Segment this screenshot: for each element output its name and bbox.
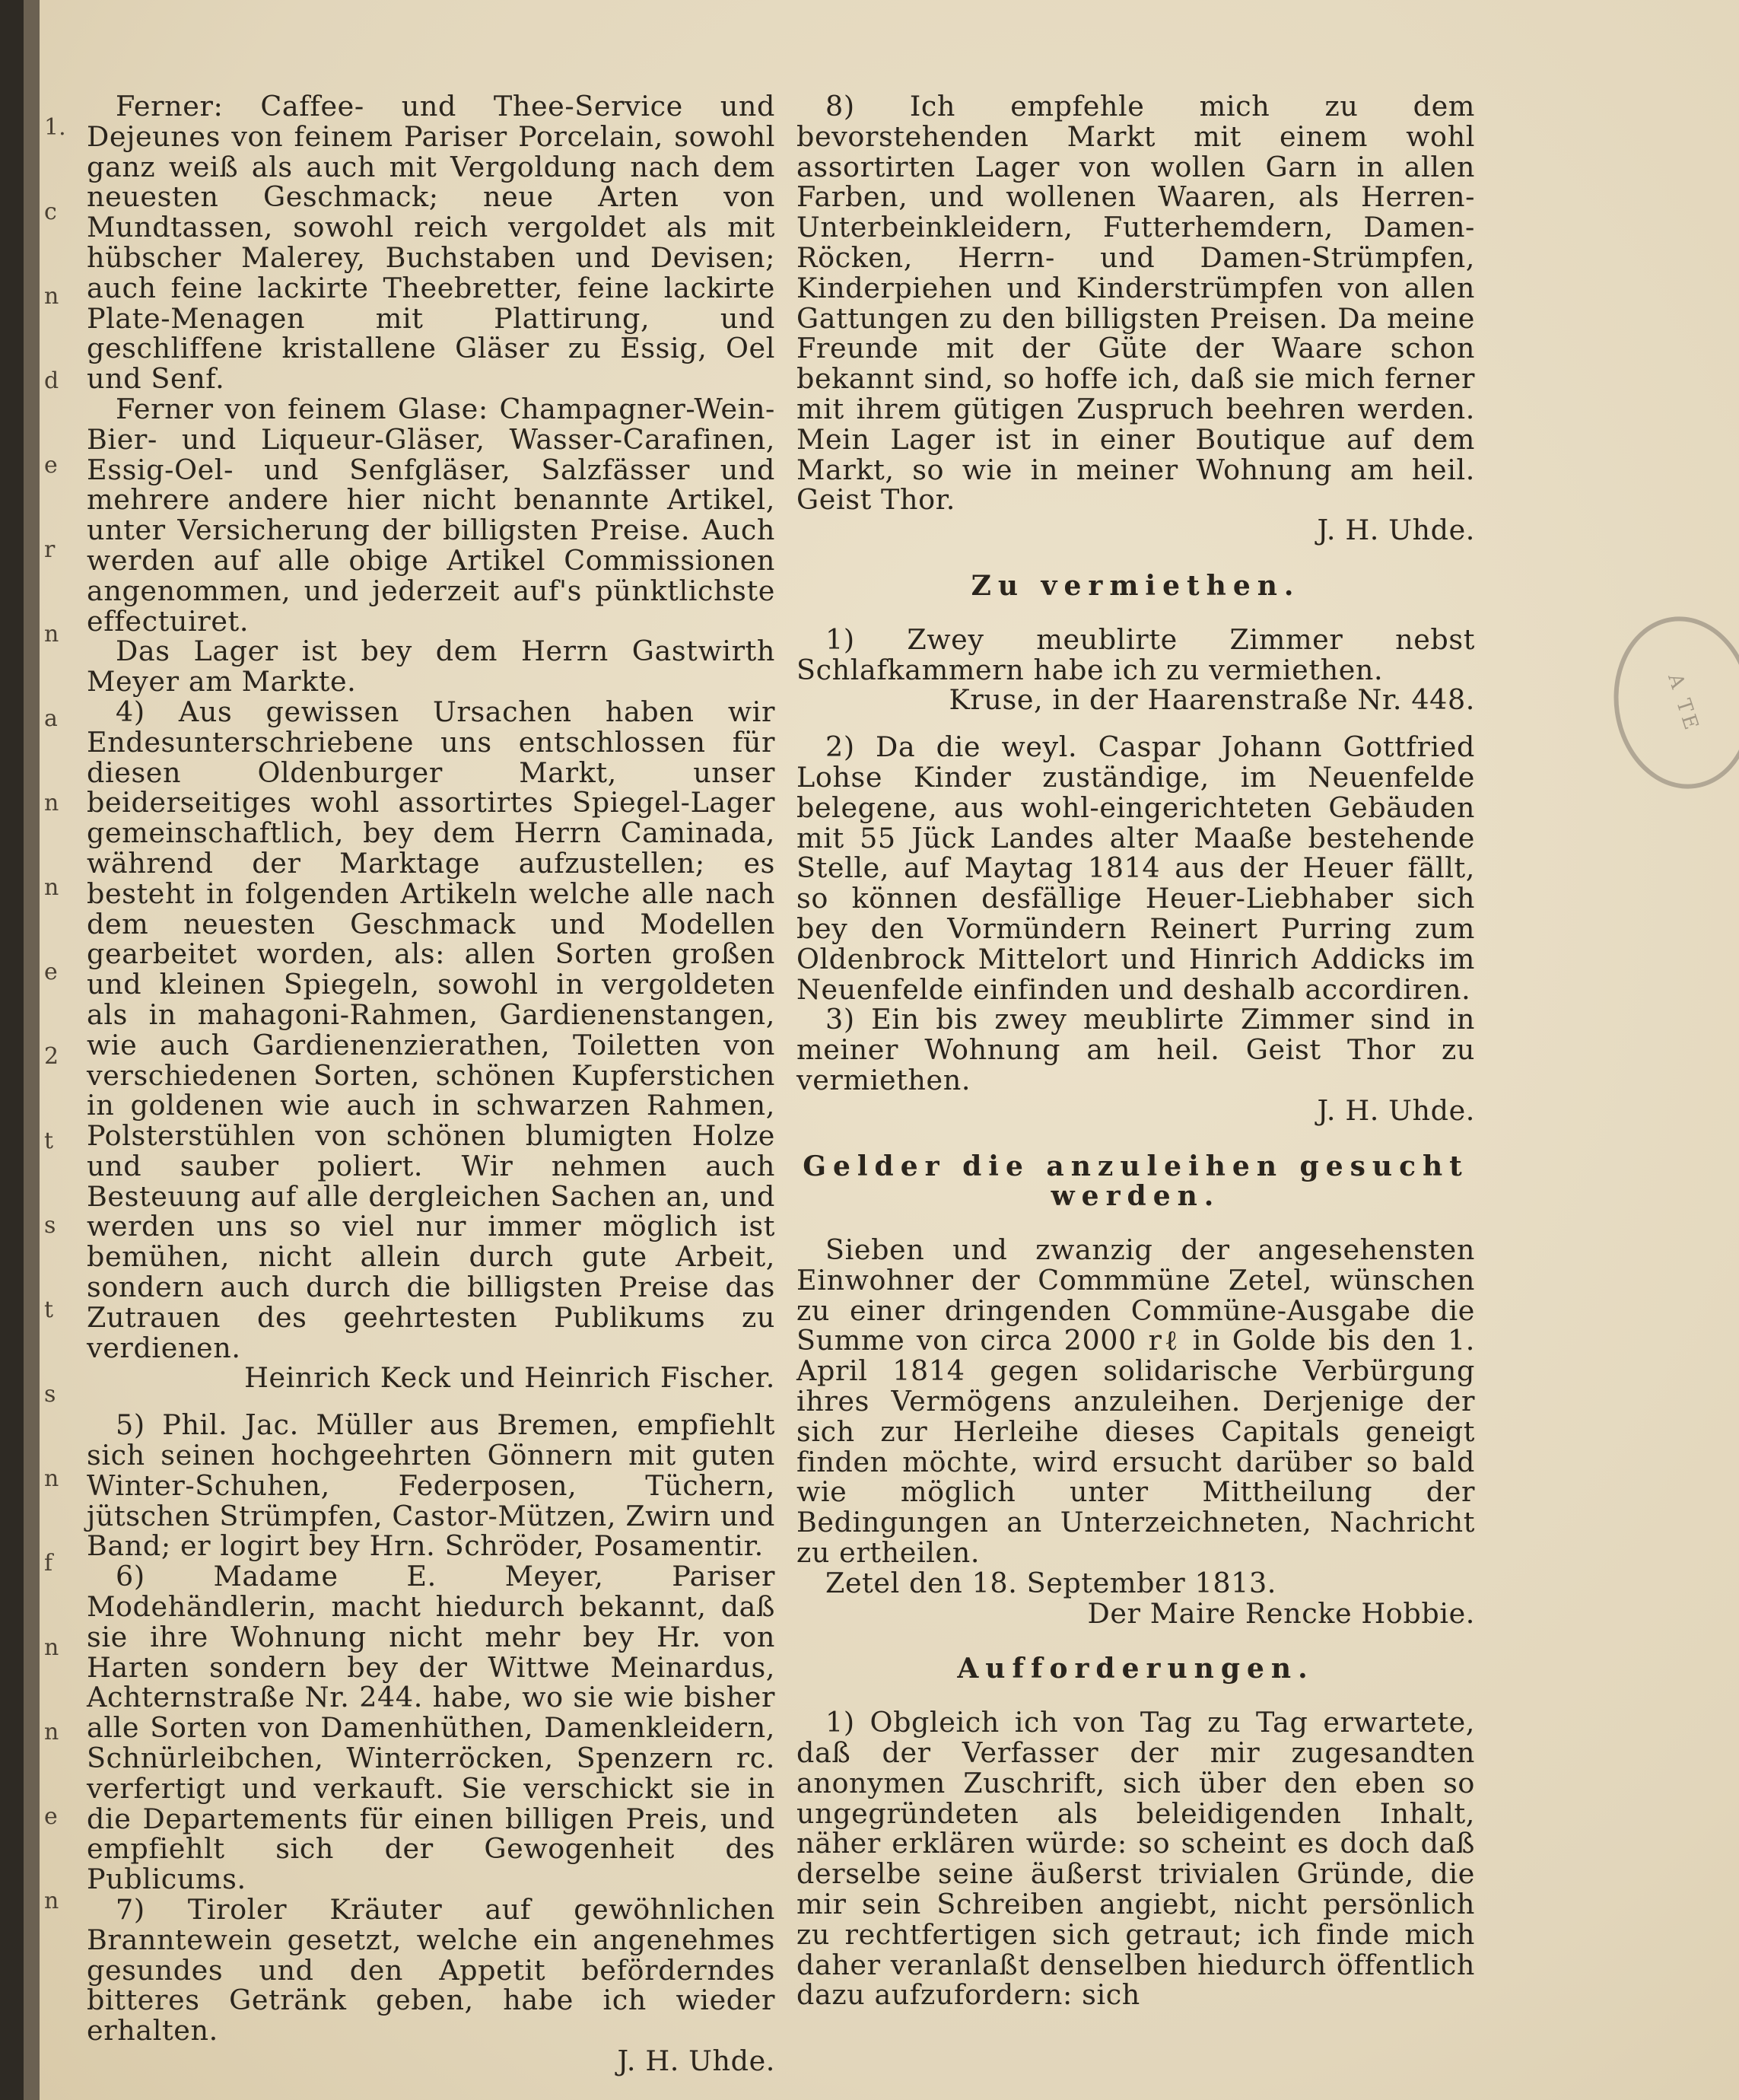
- margin-fragment: c: [44, 199, 57, 225]
- margin-fragment: f: [44, 1550, 53, 1577]
- notice-paragraph: 7) Tiroler Kräuter auf gewöhnlichen Branntewein gesetzt, welche ein angenehmes gesundes und den Appetit beförderndes bitteres Getränk geben, habe ich wieder erhalten.: [87, 1893, 775, 2048]
- margin-fragment: d: [44, 368, 59, 394]
- signature: J. H. Uhde.: [617, 2044, 775, 2077]
- left-column: [87, 91, 775, 2076]
- margin-fragment: n: [44, 1634, 59, 1661]
- notice-paragraph: 8) Ich empfehle mich zu dem bevorstehenden Markt mit einem wohl assortirten Lager von wollen Garn in allen Farben, und wollenen Waaren, als Herren-Unterbeinkleidern, Futterhemdern, Damen-Röcken, Herrn- und Damen-Strümpfen, Kinderpiehen und Kinderstrümpfen von allen Gattungen zu den billigsten Preisen. Da meine Freunde mit der Güte der Waare schon bekannt sind, so hoffe ich, daß sie mich ferner mit ihrem gütigen Zuspruch beehren werden. Mein Lager ist in einer Boutique auf dem Markt, so wie in meiner Wohnung am heil. Geist Thor.: [796, 90, 1475, 517]
- margin-fragment: n: [44, 1719, 59, 1745]
- library-stamp: [1603, 607, 1739, 797]
- margin-fragment: r: [44, 536, 56, 563]
- section-heading: Gelder die anzuleihen gesucht werden.: [803, 1150, 1469, 1213]
- signature: J. H. Uhde.: [1317, 1093, 1475, 1127]
- margin-fragment: t: [44, 1128, 54, 1154]
- spacer: [87, 1393, 775, 1410]
- section-heading: Aufforderungen.: [957, 1653, 1315, 1685]
- signature: Kruse, in der Haarenstraße Nr. 448.: [949, 683, 1475, 717]
- margin-fragment: e: [44, 959, 58, 985]
- notice-paragraph: Ferner von feinem Glase: Champagner-Wein-Bier- und Liqueur-Gläser, Wasser-Carafinen, Essig-Oel- und Senfgläser, Salzfässer und mehrere andere hier nicht benannte Artikel, unter Versicherung der billigsten Preise. Auch werden auf alle obige Artikel Commissionen angenommen, und jederzeit auf's pünktlichste effectuiret.: [87, 392, 775, 638]
- signature: Heinrich Keck und Heinrich Fischer.: [244, 1361, 775, 1395]
- spacer: [796, 715, 1475, 732]
- notice-paragraph: 1) Zwey meublirte Zimmer nebst Schlafkammern habe ich zu vermiethen.: [796, 622, 1475, 686]
- signature: Der Maire Rencke Hobbie.: [1087, 1596, 1475, 1630]
- margin-fragment: 1.: [44, 114, 66, 141]
- margin-fragment: e: [44, 452, 58, 479]
- margin-fragment: n: [44, 283, 59, 310]
- margin-fragment: n: [44, 1888, 59, 1914]
- notice-paragraph: Zetel den 18. September 1813.: [825, 1566, 1276, 1599]
- notice-paragraph: 4) Aus gewissen Ursachen haben wir Endesunterschriebene uns entschlossen für diesen Oldenburger Markt, unser beiderseitiges wohl assortirtes Spiegel-Lager gemeinschaftlich, bey dem Herrn Caminada, während der Marktage aufzustellen; es besteht in folgenden Artikeln welche alle nach dem neuesten Geschmack und Modellen gearbeitet worden, als: allen Sorten großen und kleinen Spiegeln, sowohl in vergoldeten als in mahagoni-Rahmen, Gardienenstangen, wie auch Gardienenzierathen, Toiletten von verschiedenen Sorten, schönen Kupferstichen in goldenen wie auch in schwarzen Rahmen, Polsterstühlen von schönen blumigten Holze und sauber poliert. Wir nehmen auch Besteuung auf alle dergleichen Sachen an, und werden uns so viel nur immer möglich ist bemühen, nicht allein durch gute Arbeit, sondern auch durch die billigsten Preise das Zutrauen des geehrtesten Publikums zu verdienen.: [87, 695, 775, 1364]
- margin-fragment: e: [44, 1803, 58, 1830]
- margin-fragment: 2: [44, 1043, 59, 1070]
- notice-paragraph: 1) Obgleich ich von Tag zu Tag erwartete, daß der Verfasser der mir zugesandten anonymen Zuschrift, sich über den eben so ungegründeten als beleidigenden Inhalt, näher erklären würde: so scheint es doch daß derselbe seine äußerst trivialen Gründe, die mir sein Schreiben angiebt, nicht persönlich zu rechtfertigen sich getraut; ich finde mich daher veranlaßt denselben hiedurch öffentlich dazu aufzufordern: sich: [796, 1706, 1475, 2012]
- notice-paragraph: 6) Madame E. Meyer, Pariser Modehändlerin, macht hiedurch bekannt, daß sie ihre Wohnung nicht mehr bey Hr. von Harten sondern bey der Wittwe Meinardus, Achternstraße Nr. 244. habe, wo sie wie bisher alle Sorten von Damenhüthen, Damenkleidern, Schnürleibchen, Winterröcken, Spenzern rc. verfertigt und verkauft. Sie verschickt sie in die Departements für einen billigen Preis, und empfiehlt sich der Gewogenheit des Publicums.: [87, 1560, 775, 1896]
- notice-paragraph: Das Lager ist bey dem Herrn Gastwirth Meyer am Markte.: [87, 635, 775, 698]
- stamp-text: A TE: [1663, 670, 1704, 735]
- margin-fragment: n: [44, 790, 59, 816]
- book-spine: [0, 0, 40, 2100]
- section-heading: Zu vermiethen.: [971, 569, 1301, 602]
- newspaper-page: [40, 0, 1739, 2100]
- margin-fragment: t: [44, 1297, 54, 1323]
- margin-fragment: n: [44, 621, 59, 648]
- margin-fragment: s: [44, 1212, 56, 1239]
- margin-fragment: n: [44, 874, 59, 901]
- notice-paragraph: Ferner: Caffee- und Thee-Service und Dejeunes von feinem Pariser Porcelain, sowohl ganz weiß als auch mit Vergoldung nach dem neuesten Geschmack; neue Arten von Mundtassen, sowohl reich vergoldet als mit hübscher Malerey, Buchstaben und Devisen; auch feine lackirte Theebretter, feine lackirte Plate-Menagen mit Plattirung, und geschliffene kristallene Gläser zu Essig, Oel und Senf.: [87, 90, 775, 396]
- margin-fragment: s: [44, 1381, 56, 1408]
- notice-paragraph: 5) Phil. Jac. Müller aus Bremen, empfiehlt sich seinen hochgeehrten Gönnern mit guten Winter-Schuhen, Federposen, Tüchern, jütschen Strümpfen, Castor-Mützen, Zwirn und Band; er logirt bey Hrn. Schröder, Posamentir.: [87, 1408, 775, 1563]
- right-column: [796, 91, 1475, 2010]
- notice-paragraph: 2) Da die weyl. Caspar Johann Gottfried Lohse Kinder zuständige, im Neuenfelde belegene, aus wohl-eingerichteten Gebäuden mit 55 Jück Landes alter Maaße bestehende Stelle, auf Maytag 1814 aus der Heuer fällt, so können desfällige Heuer-Liebhaber sich bey den Vormündern Reinert Purring zum Oldenbrock Mittelort und Hinrich Addicks im Neuenfelde einfinden und deshalb accordiren.: [796, 730, 1475, 1006]
- margin-fragment: a: [44, 705, 58, 732]
- signature: J. H. Uhde.: [1317, 514, 1475, 547]
- notice-paragraph: 3) Ein bis zwey meublirte Zimmer sind in meiner Wohnung am heil. Geist Thor zu vermiethen.: [796, 1003, 1475, 1096]
- notice-paragraph: Sieben und zwanzig der angesehensten Einwohner der Commmüne Zetel, wünschen zu einer dringenden Commüne-Ausgabe die Summe von circa 2000 rℓ in Golde bis den 1. April 1814 gegen solidarische Verbürgung ihres Vermögens anzuleihen. Derjenige der sich zur Herleihe dieses Capitals geneigt finden möchte, wird ersucht darüber so bald wie möglich unter Mittheilung der Bedingungen an Unterzeichneten, Nachricht zu ertheilen.: [796, 1233, 1475, 1570]
- margin-fragment: n: [44, 1465, 59, 1492]
